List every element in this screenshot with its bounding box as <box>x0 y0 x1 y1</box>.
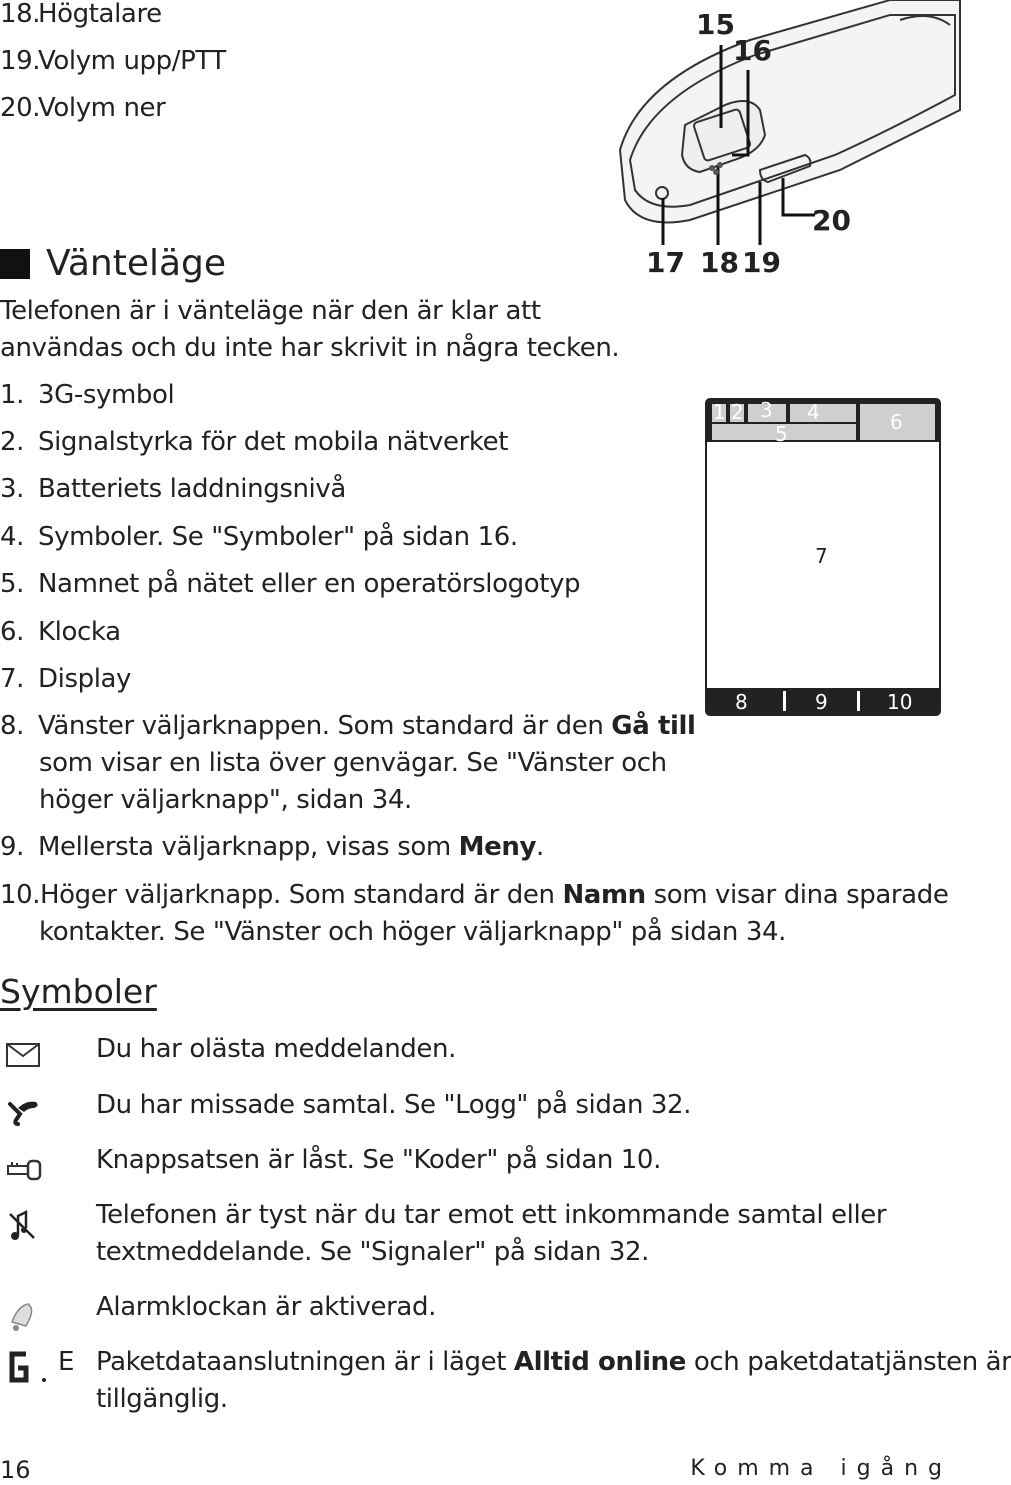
envelope-icon <box>4 1038 44 1074</box>
callout-15: 15 <box>696 8 735 41</box>
list-item: 2. Signalstyrka för det mobila nätverket <box>0 427 509 457</box>
callout-19: 19 <box>742 246 781 279</box>
missed-call-icon <box>4 1094 44 1130</box>
screen-label-9: 9 <box>815 690 828 714</box>
symbol-text: Telefonen är tyst när du tar emot ett inkommande samtal eller <box>96 1200 887 1230</box>
list-item: 5. Namnet på nätet eller en operatörslogotyp <box>0 569 581 599</box>
screen-label-3: 3 <box>760 398 773 422</box>
screen-label-7: 7 <box>815 544 828 568</box>
symbol-text: Du har olästa meddelanden. <box>96 1034 456 1064</box>
screen-label-4: 4 <box>807 400 820 424</box>
callout-20: 20 <box>812 204 851 237</box>
intro-text: Telefonen är i vänteläge när den är klar att <box>0 296 541 326</box>
list-item: 9. Mellersta väljarknapp, visas som Meny. <box>0 832 544 862</box>
callout-18: 18 <box>700 246 739 279</box>
list-item: 10.Höger väljarknapp. Som standard är den Namn som visar dina sparade <box>0 880 949 910</box>
screen-label-2: 2 <box>731 400 744 424</box>
section-heading: Vänteläge <box>0 242 226 286</box>
screen-diagram <box>705 398 941 716</box>
screen-label-1: 1 <box>713 400 726 424</box>
screen-label-5: 5 <box>775 422 788 446</box>
heading-square-icon <box>0 249 30 279</box>
list-item: 3. Batteriets laddningsnivå <box>0 474 346 504</box>
list-item-continuation: höger väljarknapp", sidan 34. <box>39 785 412 815</box>
key-icon <box>4 1150 44 1186</box>
screen-label-10: 10 <box>887 690 913 714</box>
edge-letter: E <box>58 1347 75 1377</box>
symbol-text: tillgänglig. <box>96 1384 228 1414</box>
list-item: 8. Vänster väljarknappen. Som standard är den Gå till <box>0 711 696 741</box>
list-item: 4. Symboler. Se "Symboler" på sidan 16. <box>0 522 518 552</box>
symbol-text: Alarmklockan är aktiverad. <box>96 1292 436 1322</box>
symbol-text: Paketdataanslutningen är i läget Alltid online och paketdatatjänsten är <box>96 1347 1011 1377</box>
list-item-continuation: kontakter. Se "Vänster och höger väljarknapp" på sidan 34. <box>39 917 786 947</box>
list-item: 18.Högtalare <box>0 0 162 29</box>
screen-label-6: 6 <box>890 410 903 434</box>
page-number: 16 <box>0 1456 31 1484</box>
subsection-heading: Symboler <box>0 972 157 1011</box>
list-item: 20.Volym ner <box>0 93 166 123</box>
callout-17: 17 <box>646 246 685 279</box>
silent-bell-icon <box>4 1206 44 1242</box>
chapter-title: Komma igång <box>690 1456 952 1481</box>
list-item: 1. 3G-symbol <box>0 380 175 410</box>
list-item-continuation: som visar en lista över genvägar. Se "Vänster och <box>39 748 667 778</box>
symbol-text: Knappsatsen är låst. Se "Koder" på sidan 10. <box>96 1145 661 1175</box>
alarm-bell-icon <box>4 1298 44 1334</box>
list-item: 19.Volym upp/PTT <box>0 46 226 76</box>
list-item: 7. Display <box>0 664 132 694</box>
symbol-text: Du har missade samtal. Se "Logg" på sidan 32. <box>96 1090 692 1120</box>
list-item: 6. Klocka <box>0 617 121 647</box>
callout-16: 16 <box>733 34 772 67</box>
gprs-icon <box>6 1350 56 1386</box>
symbol-text: textmeddelande. Se "Signaler" på sidan 32. <box>96 1237 650 1267</box>
intro-text: användas och du inte har skrivit in några tecken. <box>0 333 620 363</box>
screen-label-8: 8 <box>735 690 748 714</box>
